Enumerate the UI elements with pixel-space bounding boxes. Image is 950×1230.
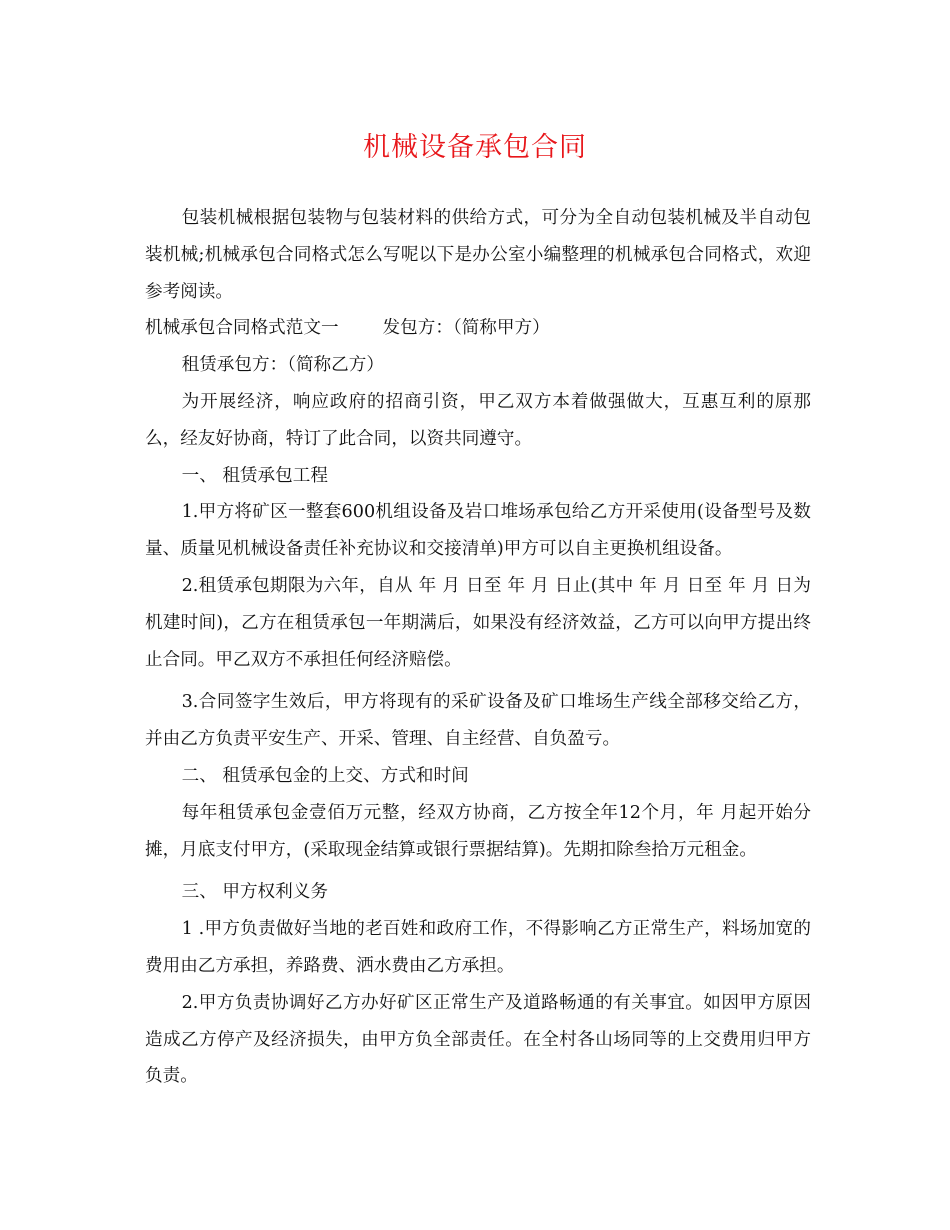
sample-heading-line xyxy=(145,310,811,347)
party-b-line: 租赁承包方：（简称乙方） xyxy=(181,355,384,376)
section3-item2: 2.甲方负责协调好乙方办好矿区正常生产及道路畅通的有关事宜。如因甲方原因造成乙方停产及经济损失，由甲方负全部责任。在全村各山场同等的上交费用归甲方负责。 xyxy=(145,992,811,1087)
section1-heading: 一、 租赁承包工程 xyxy=(181,465,328,486)
section3-item1: 1 .甲方负责做好当地的老百姓和政府工作，不得影响乙方正常生产，料场加宽的费用由乙方承担，养路费、洒水费由乙方承担。 xyxy=(145,919,811,976)
section1-item2: 2.租赁承包期限为六年，自从 年 月 日至 年 月 日止(其中 年 月 日至 年 月 日为机建时间)，乙方在租赁承包一年期满后，如果没有经济效益，乙方可以向甲方提出终止合同。甲乙双方不承担任何经济赔偿。 xyxy=(145,575,811,670)
preamble-paragraph: 为开展经济，响应政府的招商引资，甲乙双方本着做强做大，互惠互利的原那么，经友好协商，特订了此合同，以资共同遵守。 xyxy=(145,391,811,449)
intro-paragraph: 包装机械根据包装物与包装材料的供给方式，可分为全自动包装机械及半自动包装机械;机械承包合同格式怎么写呢以下是办公室小编整理的机械承包合同格式，欢迎参考阅读。 xyxy=(145,208,811,302)
section2-heading: 二、 租赁承包金的上交、方式和时间 xyxy=(181,765,469,786)
party-a-line: 发包方：（简称甲方） xyxy=(382,318,550,339)
sample-heading: 机械承包合同格式范文一 xyxy=(145,318,339,339)
document-body xyxy=(145,200,811,1095)
section1-item3: 3.合同签字生效后，甲方将现有的采矿设备及矿口堆场生产线全部移交给乙方，并由乙方负责平安生产、开采、管理、自主经营、自负盈亏。 xyxy=(145,692,811,750)
section1-item1: 1.甲方将矿区一整套600机组设备及岩口堆场承包给乙方开采使用(设备型号及数量、质量见机械设备责任补充协议和交接清单)甲方可以自主更换机组设备。 xyxy=(145,502,811,560)
document-title: 机械设备承包合同 xyxy=(363,132,587,163)
section2-paragraph: 每年租赁承包金壹佰万元整，经双方协商，乙方按全年12个月，年 月起开始分摊，月底支付甲方，(采取现金结算或银行票据结算)。先期扣除叁拾万元租金。 xyxy=(145,802,811,860)
section3-heading: 三、 甲方权利义务 xyxy=(181,882,328,903)
